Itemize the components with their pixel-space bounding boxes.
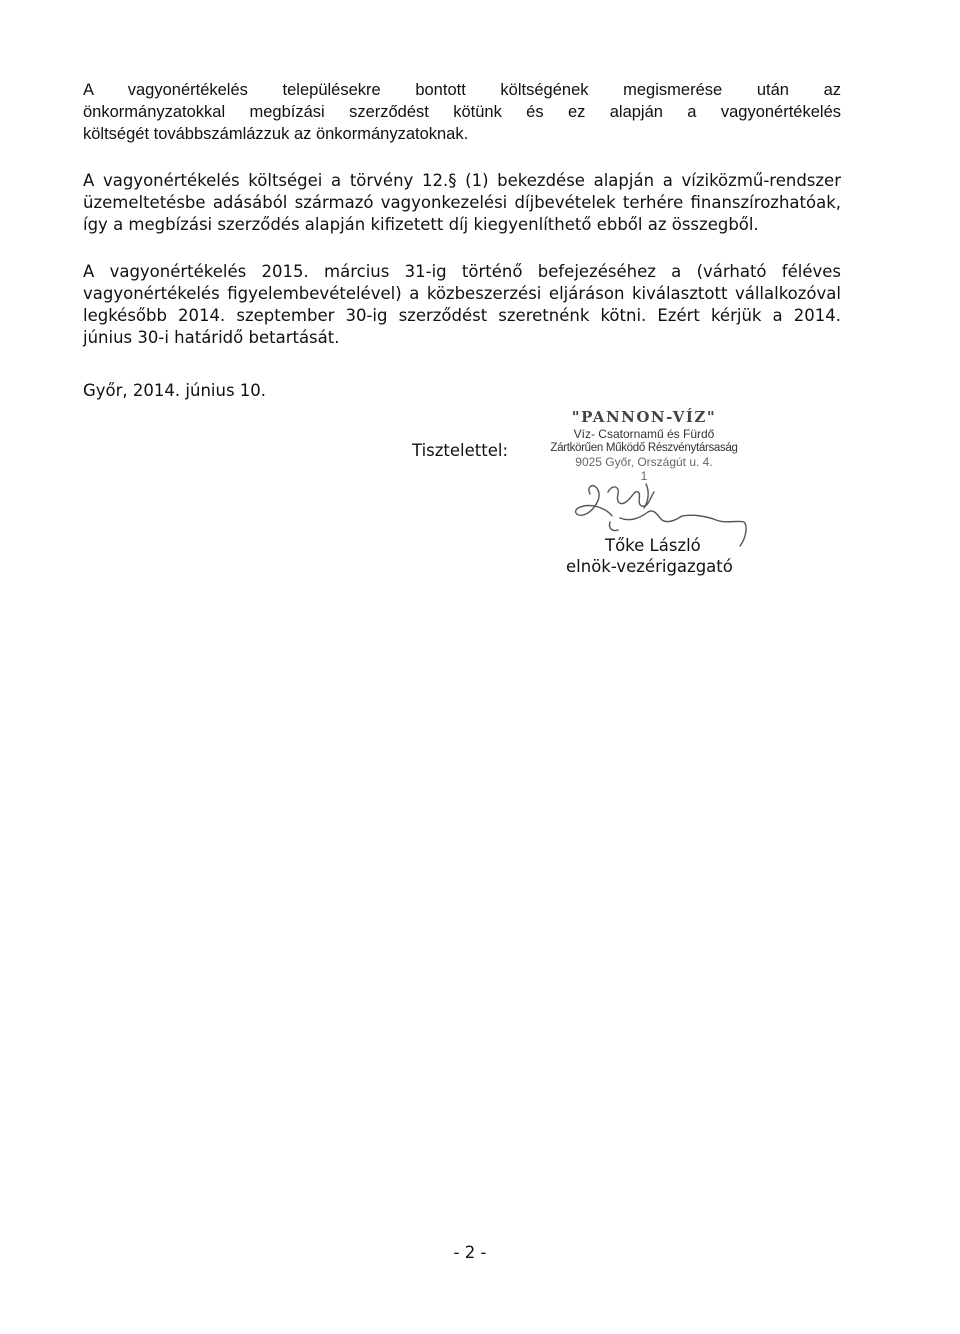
paragraph-line: A vagyonértékelés településekre bontott költségének megismerése után az	[83, 81, 841, 99]
paragraph-line: A vagyonértékelés költségei a törvény 12.§ (1) bekezdése alapján a víziközmű-rendszer	[83, 171, 841, 190]
paragraph-cost-invoicing	[83, 79, 841, 145]
paragraph-deadline-request	[83, 261, 841, 349]
stamp-line: Víz- Csatornamű és Fürdő	[573, 427, 715, 441]
paragraph-cost-financing	[83, 170, 841, 236]
page-number: - 2 -	[453, 1243, 487, 1262]
paragraph-line: vagyonértékelés figyelembevételével) a közbeszerzési eljáráson kiválasztott vállalkozóval	[83, 284, 841, 303]
signer-name: Tőke László	[605, 536, 701, 555]
stamp-company-name: "PANNON-VÍZ"	[571, 408, 717, 426]
signer-title: elnök-vezérigazgató	[566, 557, 733, 576]
dateline: Győr, 2014. június 10.	[83, 381, 267, 400]
stamp-line: Zártkörűen Működő Részvénytársaság	[550, 442, 738, 454]
stamp-line: 1	[640, 469, 648, 483]
paragraph-line: üzemeltetésbe adásából származó vagyonkezelési díjbevételek terhére finanszírozhatóak,	[83, 193, 841, 212]
paragraph-line: A vagyonértékelés 2015. március 31-ig történő befejezéséhez a (várható féléves	[83, 262, 841, 281]
closing-greeting: Tisztelettel:	[412, 441, 509, 460]
paragraph-line: önkormányzatokkal megbízási szerződést kötünk és ez alapján a vagyonértékelés	[83, 103, 841, 121]
paragraph-line: így a megbízási szerződés alapján kifizetett díj kiegyenlíthető ebből az összegből.	[83, 215, 759, 234]
paragraph-line: költségét továbbszámlázzuk az önkormányzatoknak.	[83, 125, 469, 143]
paragraph-line: június 30-i határidő betartását.	[83, 328, 340, 347]
paragraph-line: legkésőbb 2014. szeptember 30-ig szerződést szeretnénk kötni. Ezért kérjük a 2014.	[83, 306, 841, 325]
stamp-address: 9025 Győr, Országút u. 4.	[575, 455, 713, 469]
